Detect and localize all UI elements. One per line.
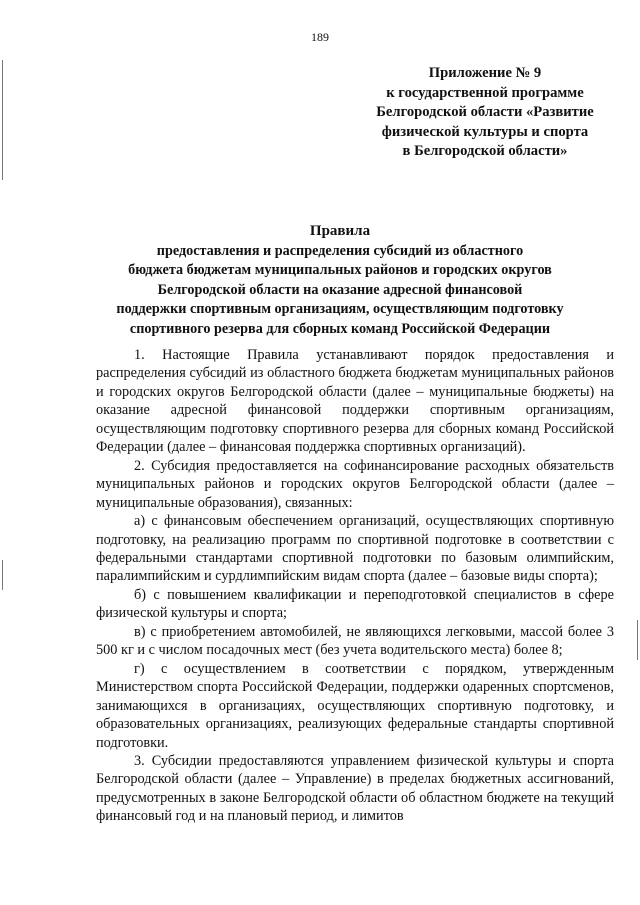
scan-edge-mark bbox=[2, 560, 3, 590]
document-body bbox=[96, 346, 614, 826]
title-line: спортивного резерва для сборных команд Российской Федерации bbox=[129, 320, 551, 337]
paragraph-1: 1. Настоящие Правила устанавливают порядок предоставления и распределения субсидий из областного бюджета бюджетам муниципальных районов и городских округов Белгородской области (далее – муниципальные бюджеты) на оказание адресной финансовой поддержки спортивным организациям, осуществляющим подготовку спортивного резерва для сборных команд Российской Федерации (далее – финансовая поддержка спортивных организаций). bbox=[96, 347, 614, 456]
paragraph-2g: г) с осуществлением в соответствии с порядком, утвержденным Министерством спорта Российской Федерации, поддержки одаренных спортсменов, занимающихся в организациях, осуществляющих спортивную подготовку, и образовательных организациях, реализующих федеральные стандарты спортивной подготовки. bbox=[96, 660, 614, 751]
title-line: поддержки спортивным организациям, осуществляющим подготовку bbox=[116, 301, 564, 317]
scan-edge-mark bbox=[2, 60, 3, 180]
paragraph-2b: б) с повышением квалификации и переподготовкой специалистов в сфере физической культуры и спорта; bbox=[96, 586, 614, 622]
title-line: Белгородской области на оказание адресной финансовой bbox=[157, 281, 523, 298]
title-line: предоставления и распределения субсидий из областного bbox=[156, 242, 524, 259]
appendix-line: в Белгородской области» bbox=[402, 143, 568, 159]
title-main: Правила bbox=[309, 223, 371, 239]
appendix-line: Белгородской области «Развитие bbox=[376, 104, 594, 120]
paragraph-2a: а) с финансовым обеспечением организаций, осуществляющих спортивную подготовку, на реализацию программ по спортивной подготовке в соответствии с федеральными стандартами спортивной подготовки по базовым олимпийским, паралимпийским и сурдлимпийским видам спорта (далее – базовые виды спорта); bbox=[96, 513, 614, 585]
appendix-line: Приложение № 9 bbox=[428, 65, 542, 81]
appendix-line: физической культуры и спорта bbox=[381, 123, 589, 140]
title-line: бюджета бюджетам муниципальных районов и городских округов bbox=[128, 262, 552, 278]
page-number: 189 bbox=[311, 30, 329, 44]
paragraph-2v: в) с приобретением автомобилей, не являющихся легковыми, массой более 3 500 кг и с числом посадочных мест (без учета водительского места) более 8; bbox=[96, 623, 614, 659]
scan-edge-mark bbox=[637, 620, 638, 660]
document-title bbox=[90, 222, 590, 339]
appendix-heading bbox=[360, 64, 610, 162]
paragraph-3: 3. Субсидии предоставляются управлением физической культуры и спорта Белгородской области (далее – Управление) в пределах бюджетных ассигнований, предусмотренных в законе Белгородской области об областном бюджете на текущий финансовый год и на плановый период, и лимитов bbox=[96, 752, 614, 825]
paragraph-2: 2. Субсидия предоставляется на софинансирование расходных обязательств муниципальных районов и городских округов Белгородской области (далее – муниципальные образования), связанных: bbox=[96, 457, 614, 511]
appendix-line: к государственной программе bbox=[386, 84, 584, 101]
